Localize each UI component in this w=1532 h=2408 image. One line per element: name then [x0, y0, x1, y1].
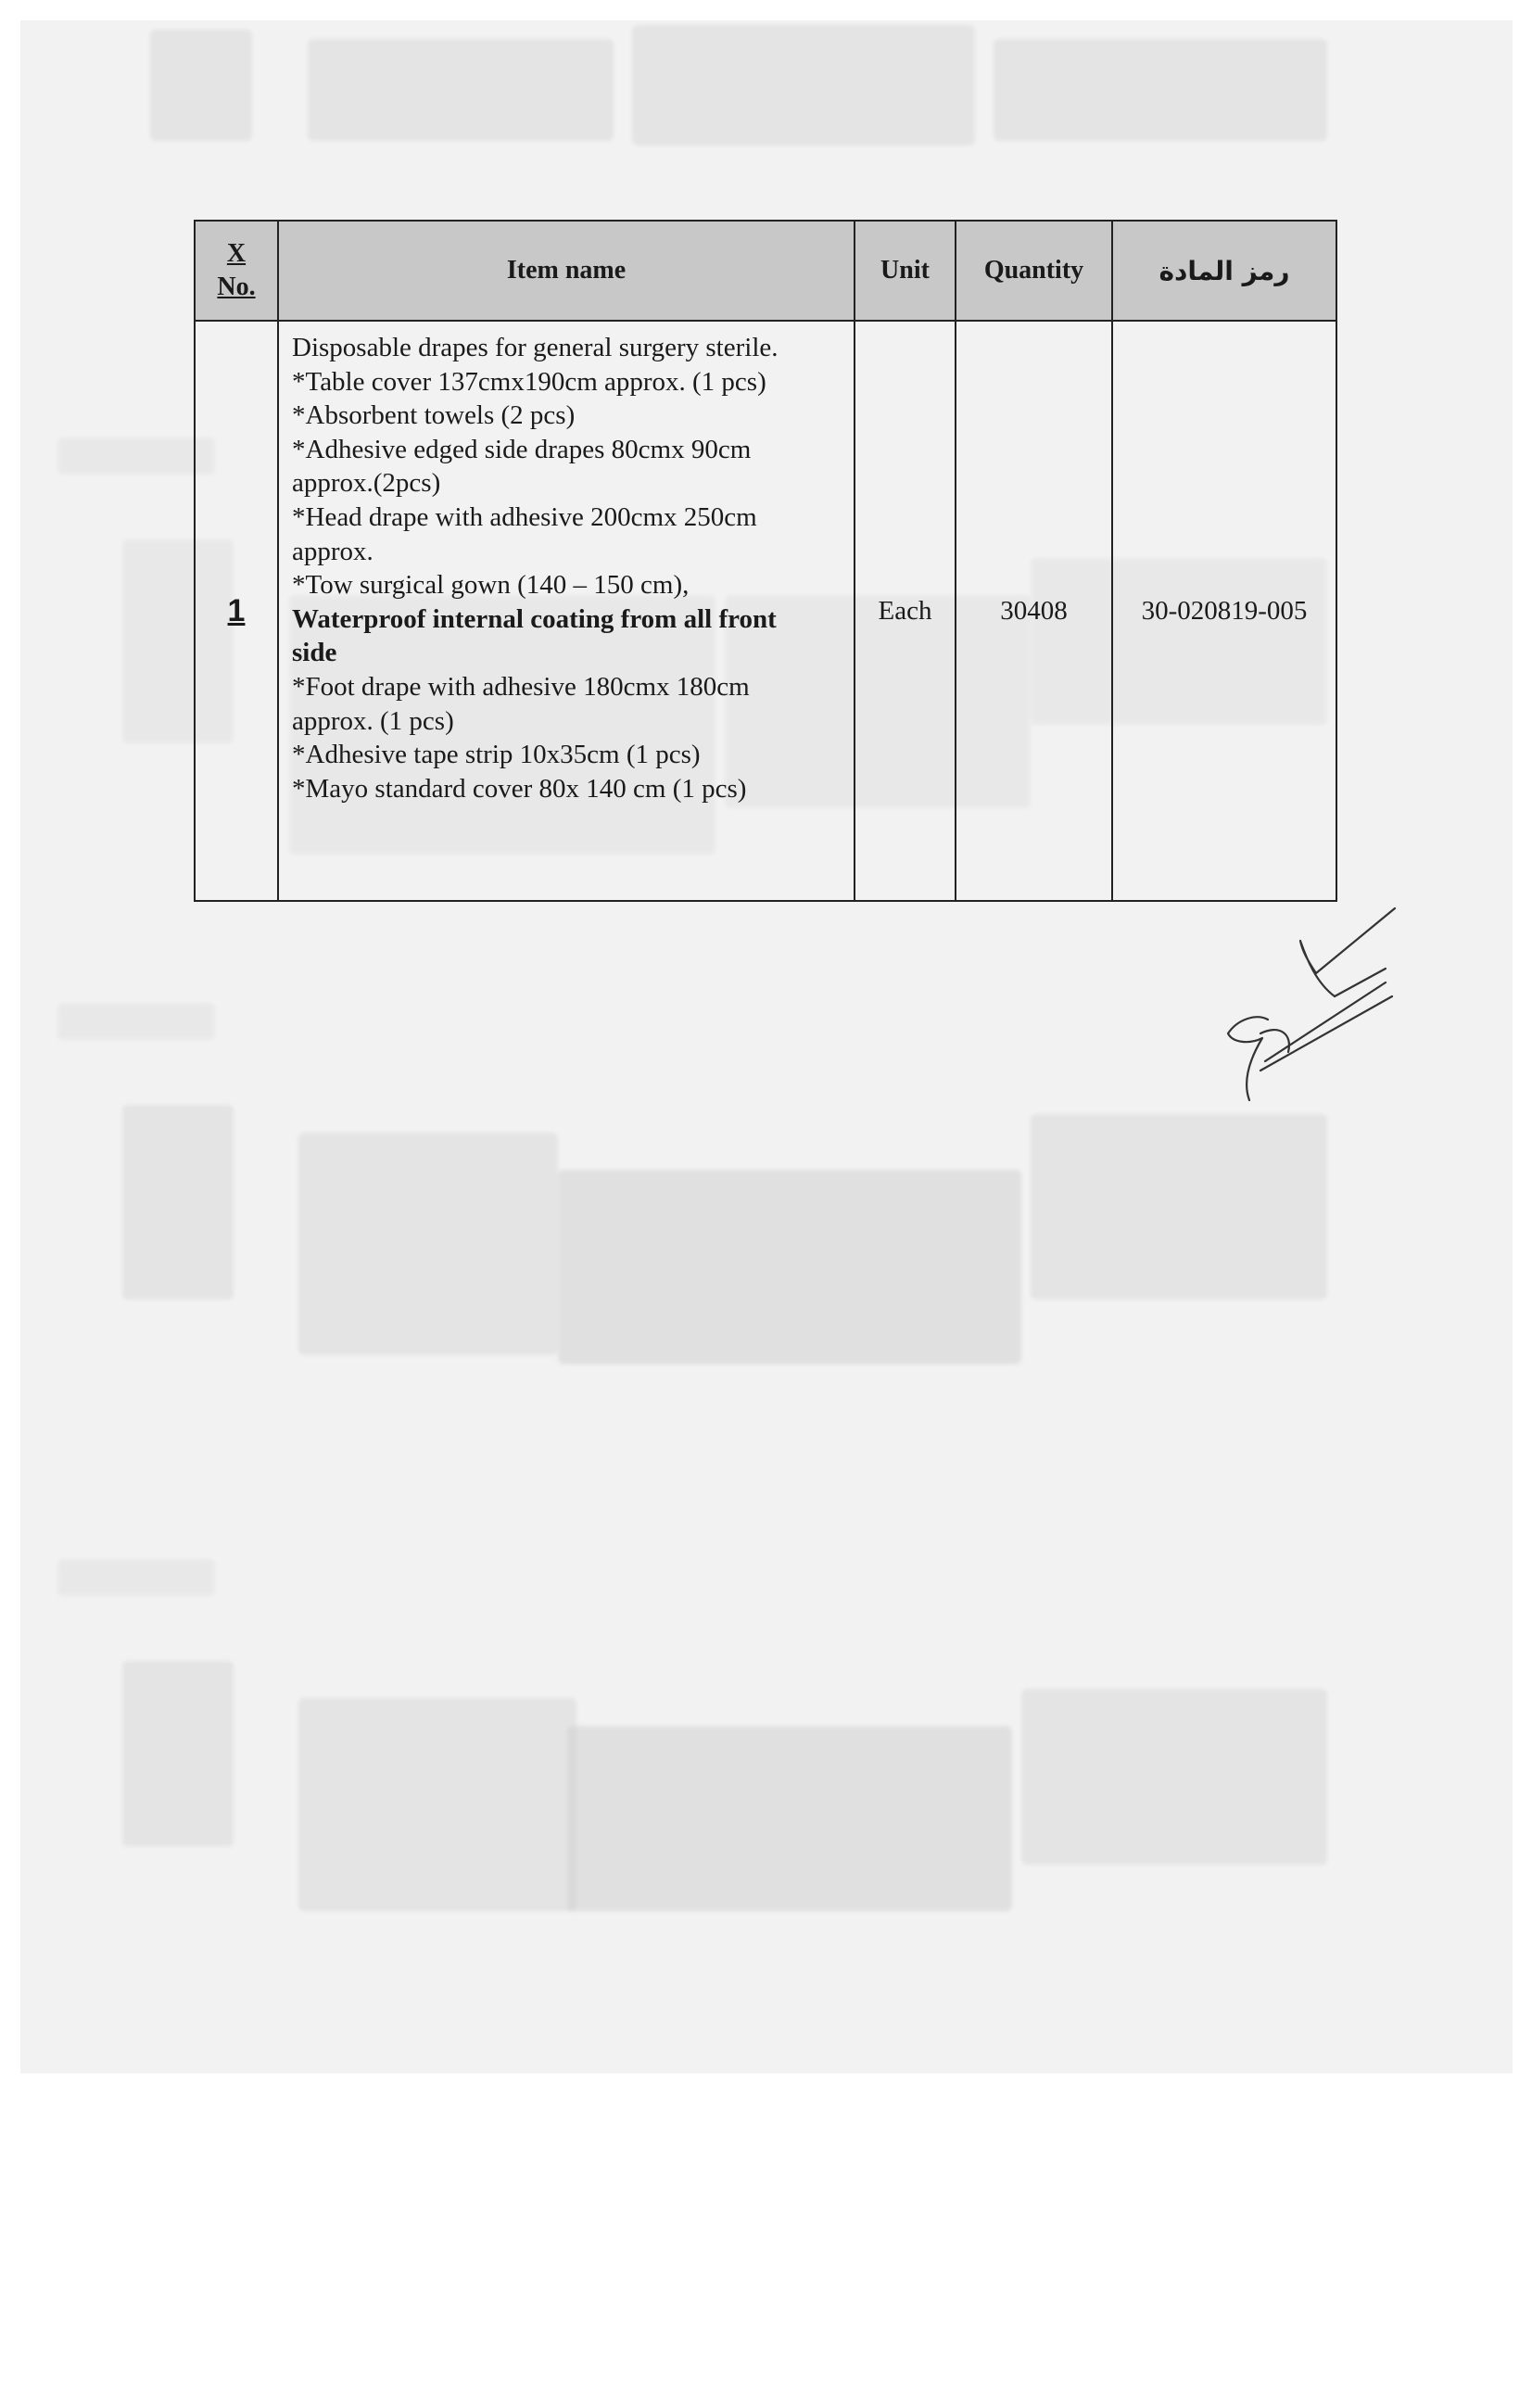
description-line: Disposable drapes for general surgery sterile.: [292, 333, 779, 362]
header-no: [195, 221, 278, 321]
description-line-bold: side: [292, 638, 337, 668]
material-code-cell: 30-020819-005: [1112, 321, 1336, 901]
description-line-bold: Waterproof internal coating from all front: [292, 603, 777, 634]
description-line: approx. (1 pcs): [292, 705, 454, 736]
bleed-through-smudge: [57, 1559, 215, 1596]
description-line: *Table cover 137cmx190cm approx. (1 pcs): [292, 366, 766, 397]
description-line: *Head drape with adhesive 200cmx 250cm: [292, 501, 757, 532]
bleed-through-smudge: [567, 1726, 1012, 1911]
bleed-through-smudge: [632, 25, 975, 146]
bleed-through-smudge: [308, 39, 614, 141]
bleed-through-smudge: [122, 1105, 234, 1299]
unit-cell: Each: [855, 321, 956, 901]
header-item-name: Item name: [278, 221, 855, 321]
item-description-cell: [278, 321, 855, 901]
bleed-through-smudge: [122, 1661, 234, 1846]
quantity-cell: 30408: [956, 321, 1112, 901]
bleed-through-smudge: [57, 1003, 215, 1040]
description-line: approx.(2pcs): [292, 468, 441, 499]
header-unit: Unit: [855, 221, 956, 321]
row-number: 1: [227, 592, 246, 628]
handwritten-signature: [1177, 904, 1399, 1112]
header-material-code: رمز المادة: [1112, 221, 1336, 321]
table-row: [195, 321, 1336, 901]
description-line: *Mayo standard cover 80x 140 cm (1 pcs): [292, 773, 747, 804]
bleed-through-smudge: [150, 30, 252, 141]
bleed-through-smudge: [298, 1698, 576, 1911]
bleed-through-smudge: [1021, 1689, 1327, 1865]
header-no-line1: X: [226, 239, 247, 268]
header-quantity: Quantity: [956, 221, 1112, 321]
bleed-through-smudge: [1031, 1114, 1327, 1299]
table-header-row: [195, 221, 1336, 321]
description-line: *Tow surgical gown (140 – 150 cm),: [292, 570, 690, 601]
bleed-through-smudge: [298, 1133, 558, 1355]
description-line: *Adhesive tape strip 10x35cm (1 pcs): [292, 740, 701, 770]
items-table: [194, 220, 1337, 902]
bleed-through-smudge: [558, 1170, 1021, 1364]
description-line: *Foot drape with adhesive 180cmx 180cm: [292, 671, 750, 702]
header-no-line2: No.: [217, 272, 256, 301]
row-number-cell: [195, 321, 278, 901]
bleed-through-smudge: [994, 39, 1327, 141]
description-line: approx.: [292, 536, 374, 566]
description-line: *Absorbent towels (2 pcs): [292, 400, 576, 431]
description-line: *Adhesive edged side drapes 80cmx 90cm: [292, 434, 752, 464]
bleed-through-smudge: [57, 437, 215, 475]
